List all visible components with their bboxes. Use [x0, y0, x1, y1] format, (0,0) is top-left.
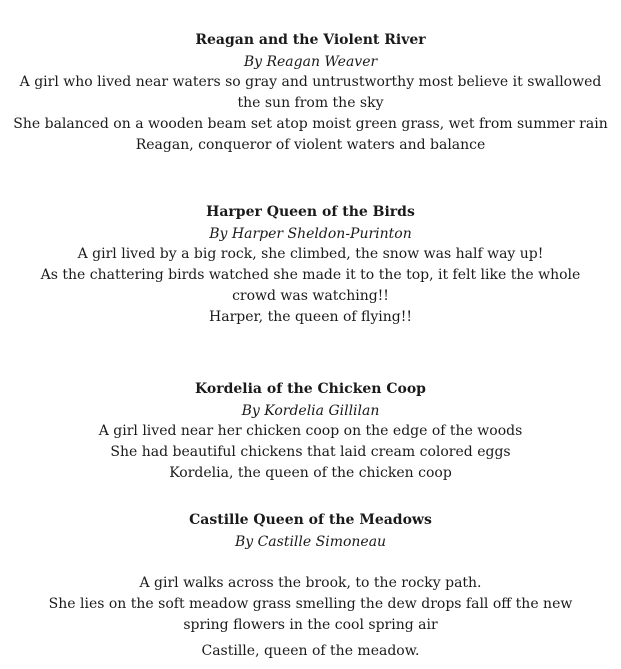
poem-title: Kordelia of the Chicken Coop: [195, 381, 426, 397]
poem-line: She had beautiful chickens that laid cream colored eggs: [110, 444, 511, 460]
poem-author: By Kordelia Gillilan: [241, 403, 380, 419]
poem-line: Reagan, conqueror of violent waters and balance: [135, 137, 486, 153]
poem-harper: [12, 202, 609, 328]
poem-line: She balanced on a wooden beam set atop moist green grass, wet from summer rain: [13, 116, 608, 132]
poem-title: Harper Queen of the Birds: [206, 204, 415, 220]
poem-kordelia: [12, 379, 609, 484]
poem-author: By Harper Sheldon-Purinton: [209, 226, 412, 242]
poem-reagan: [12, 30, 609, 156]
poem-line: Harper, the queen of flying!!: [209, 309, 412, 325]
poem-line: Kordelia, the queen of the chicken coop: [169, 465, 452, 481]
poem-line: A girl walks across the brook, to the rocky path.: [139, 575, 482, 591]
poem-line: A girl lived near her chicken coop on the edge of the woods: [98, 423, 523, 439]
poem-author: By Reagan Weaver: [243, 54, 378, 70]
poem-author: By Castille Simoneau: [234, 534, 387, 550]
poem-castille: [12, 510, 609, 662]
poem-line: She lies on the soft meadow grass smelling the dew drops fall off the new spring flowers in the cool spring air: [48, 596, 573, 633]
poem-title: Reagan and the Violent River: [195, 32, 426, 48]
poem-title: Castille Queen of the Meadows: [189, 512, 432, 528]
poem-line: As the chattering birds watched she made it to the top, it felt like the whole crowd was watching!!: [40, 267, 581, 304]
poem-line: Castille, queen of the meadow.: [201, 643, 420, 659]
poem-line: A girl lived by a big rock, she climbed, the snow was half way up!: [77, 246, 544, 262]
poem-line: A girl who lived near waters so gray and untrustworthy most believe it swallowed the sun from the sky: [19, 74, 602, 111]
